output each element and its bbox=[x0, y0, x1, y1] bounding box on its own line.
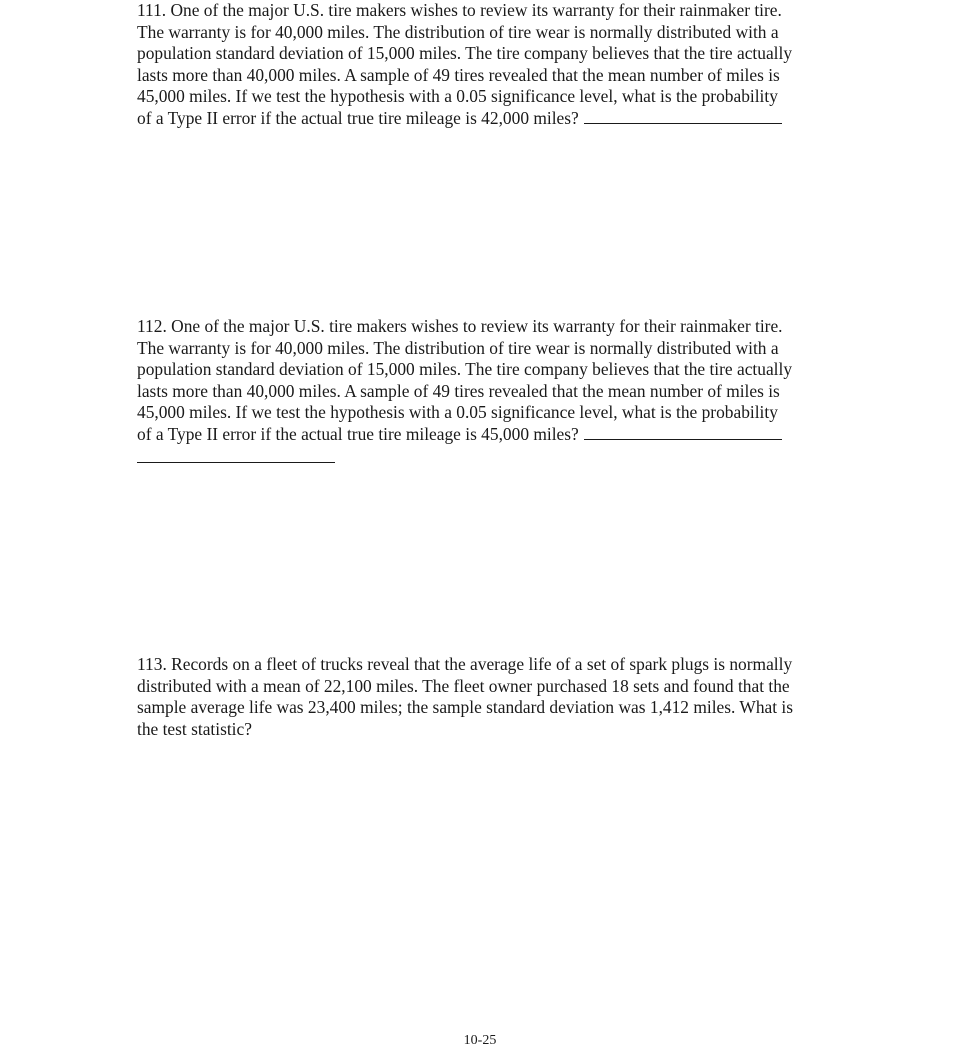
question-113 bbox=[137, 654, 857, 740]
question-line-last bbox=[137, 108, 857, 130]
question-line: population standard deviation of 15,000 miles. The tire company believes that the tire actually bbox=[137, 359, 793, 380]
question-line: the test statistic? bbox=[137, 718, 252, 739]
question-line: lasts more than 40,000 miles. A sample of 49 tires revealed that the mean number of miles is bbox=[137, 64, 780, 85]
question-line: 45,000 miles. If we test the hypothesis with a 0.05 significance level, what is the probability bbox=[137, 86, 778, 107]
question-line: lasts more than 40,000 miles. A sample of 49 tires revealed that the mean number of miles is bbox=[137, 380, 780, 401]
answer-blank bbox=[584, 108, 782, 124]
question-line: The warranty is for 40,000 miles. The distribution of tire wear is normally distributed with a bbox=[137, 337, 779, 358]
question-line: sample average life was 23,400 miles; the sample standard deviation was 1,412 miles. What is bbox=[137, 697, 794, 718]
page-number: 10-25 bbox=[463, 1033, 497, 1048]
question-111 bbox=[137, 0, 857, 130]
answer-blank-continuation bbox=[137, 446, 335, 463]
question-line-text: of a Type II error if the actual true tire mileage is 45,000 miles? bbox=[137, 423, 579, 444]
question-line-text: of a Type II error if the actual true tire mileage is 42,000 miles? bbox=[137, 107, 579, 128]
question-112 bbox=[137, 316, 857, 463]
question-line: distributed with a mean of 22,100 miles. The fleet owner purchased 18 sets and found that the bbox=[137, 675, 790, 696]
question-line: 111. One of the major U.S. tire makers wishes to review its warranty for their rainmaker tire. bbox=[137, 0, 782, 20]
question-line-last bbox=[137, 424, 857, 446]
question-line: 45,000 miles. If we test the hypothesis with a 0.05 significance level, what is the probability bbox=[137, 402, 778, 423]
question-line: The warranty is for 40,000 miles. The distribution of tire wear is normally distributed with a bbox=[137, 21, 779, 42]
question-line: population standard deviation of 15,000 miles. The tire company believes that the tire actually bbox=[137, 43, 793, 64]
question-line: 112. One of the major U.S. tire makers wishes to review its warranty for their rainmaker tire. bbox=[137, 316, 783, 336]
answer-blank bbox=[584, 424, 782, 440]
question-line: 113. Records on a fleet of trucks reveal that the average life of a set of spark plugs is normally bbox=[137, 654, 793, 674]
